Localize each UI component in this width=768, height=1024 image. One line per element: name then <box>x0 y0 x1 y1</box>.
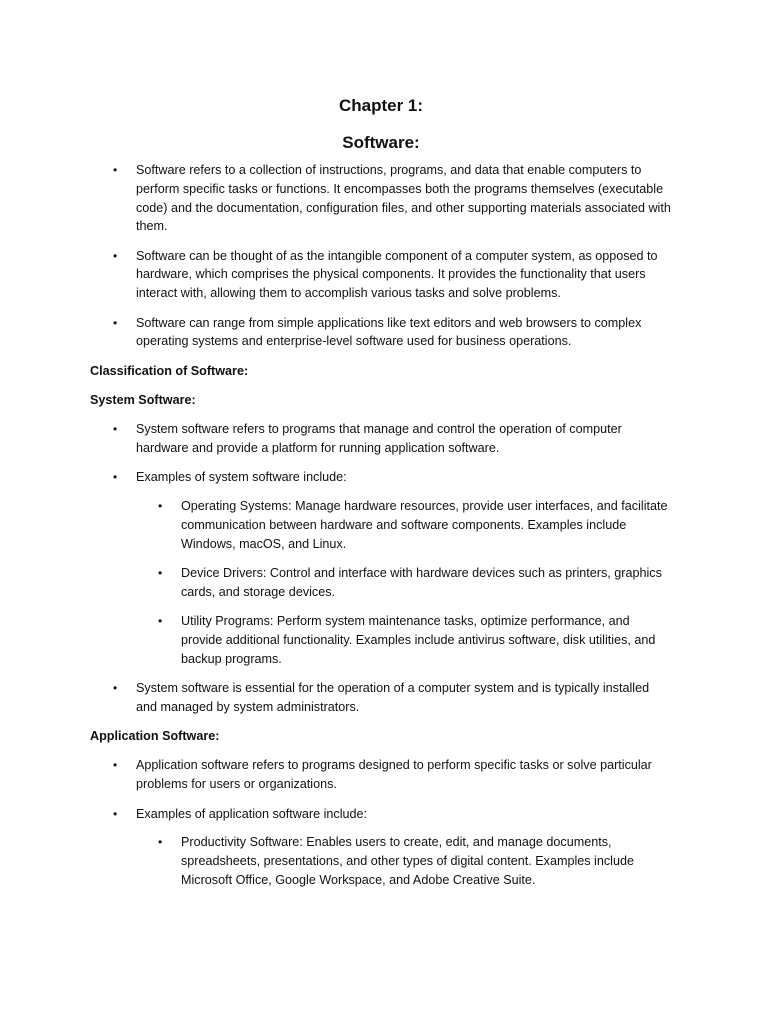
system-software-bullet-3-text: • System software is essential for the operation of a computer system and is typically installed and managed by system administrators. <box>136 681 650 714</box>
classification-heading: Classification of Software: <box>90 363 249 378</box>
application-software-bullet-1 <box>90 756 672 794</box>
system-software-examples-list <box>136 497 672 668</box>
system-software-bullet-3 <box>90 679 672 717</box>
application-software-examples-list <box>136 833 672 889</box>
chapter-title: Chapter 1: <box>338 96 424 115</box>
system-software-bullet-2-text: • Examples of system software include: <box>136 470 347 485</box>
system-software-example-1: • Operating Systems: Manage hardware resources, provide user interfaces, and facilitate communication between hardware and software components. Examples include Windows, macOS, and Linux. <box>136 497 672 553</box>
application-software-bullet-2-text: • Examples of application software include: <box>136 806 368 821</box>
application-software-bullet-1-text: • Application software refers to programs designed to perform specific tasks or solve particular problems for users or organizations. <box>136 758 652 792</box>
application-software-list <box>90 756 672 889</box>
intro-bullet-1: • Software refers to a collection of instructions, programs, and data that enable computers to perform specific tasks or functions. It encompasses both the programs themselves (executable code) and the documentation, configuration files, and other supporting materials associated with them. <box>90 161 672 236</box>
system-software-bullet-1-text: • System software refers to programs that manage and control the operation of computer hardware and provide a platform for running application software. <box>136 422 622 456</box>
intro-bullet-list <box>90 161 672 351</box>
system-software-heading: System Software: <box>90 392 196 407</box>
application-software-example-1: • Productivity Software: Enables users to create, edit, and manage documents, spreadsheets, presentations, and other types of digital content. Examples include Microsoft Office, Google Workspace, and Adobe Creative Suite. <box>136 833 672 889</box>
application-software-heading: Application Software: <box>90 729 220 744</box>
system-software-bullet-1 <box>90 420 672 458</box>
system-software-list <box>90 420 672 716</box>
section-title: Software: <box>342 133 420 152</box>
intro-bullet-3: • Software can range from simple applications like text editors and web browsers to complex operating systems and enterprise-level software used for business operations. <box>90 314 672 352</box>
system-software-example-3: • Utility Programs: Perform system maintenance tasks, optimize performance, and provide additional functionality. Examples include antivirus software, disk utilities, and backup programs. <box>136 612 672 668</box>
system-software-example-2: • Device Drivers: Control and interface with hardware devices such as printers, graphics cards, and storage devices. <box>136 564 672 602</box>
system-software-bullet-2 <box>90 468 672 668</box>
intro-bullet-2: • Software can be thought of as the intangible component of a computer system, as opposed to hardware, which comprises the physical components. It provides the functionality that users interact with, allowing them to accomplish various tasks and solve problems. <box>90 247 672 303</box>
application-software-bullet-2 <box>90 805 672 890</box>
